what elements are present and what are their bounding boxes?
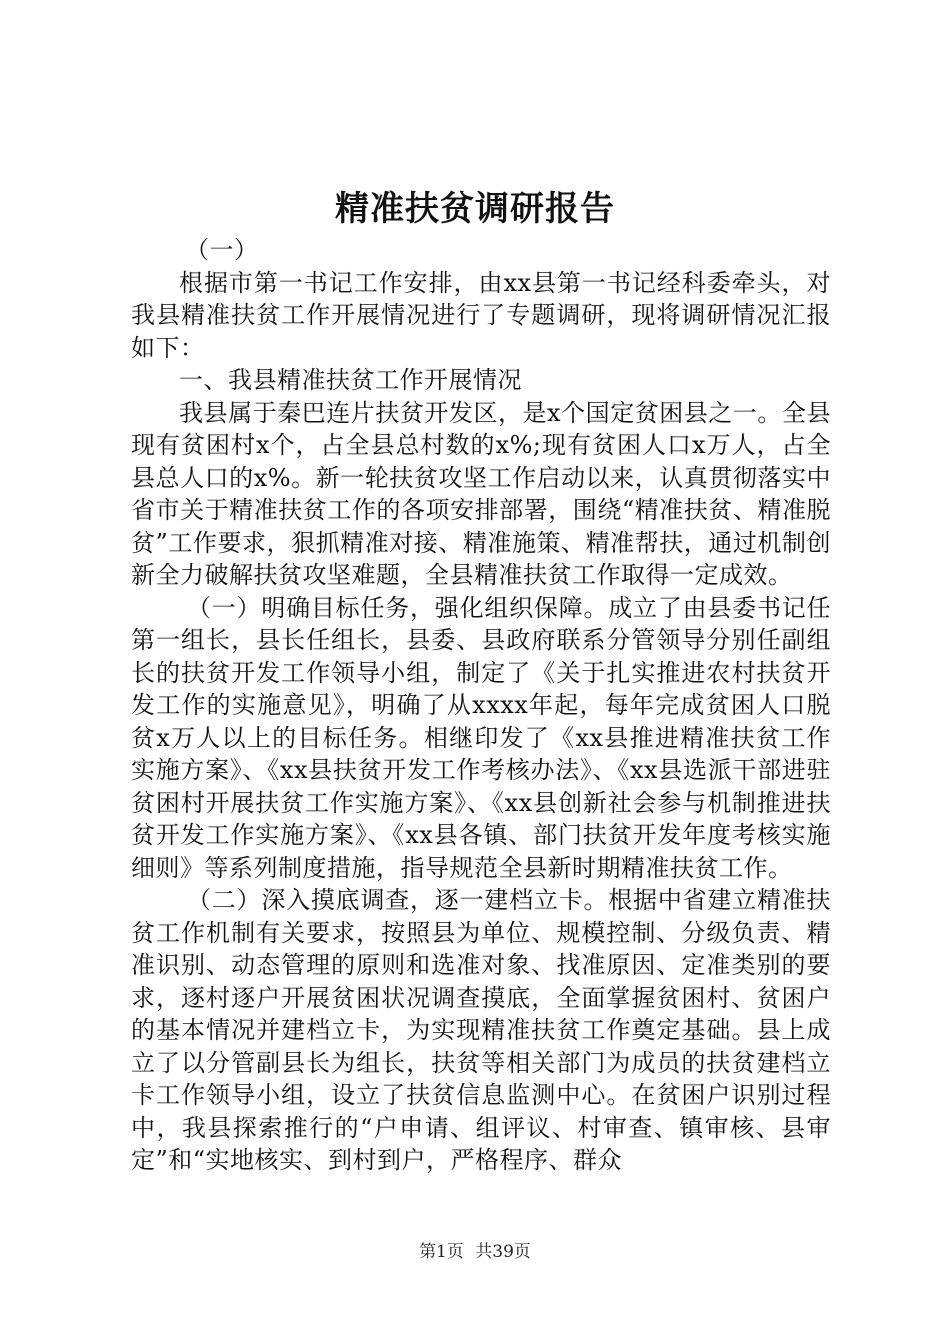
- section-label: （一）: [185, 236, 259, 264]
- section-heading: 一、我县精准扶贫工作开展情况: [179, 366, 522, 394]
- subsection-two-paragraph: （二）深入摸底调查，逐一建档立卡。根据中省建立精准扶贫工作机制有关要求，按照县为单位、规模控制、分级负责、精准识别、动态管理的原则和选准对象、找准原因、定准类别的要求，逐村逐户开展贫困状况调查摸底，全面掌握贫困村、贫困户的基本情况并建档立卡，为实现精准扶贫工作奠定基础。县上成立了以分管副县长为组长，扶贫等相关部门为成员的扶贫建档立卡工作领导小组，设立了扶贫信息监测中心。在贫困户识别过程中，我县探索推行的“户申请、组评议、村审查、镇审核、县审定”和“实地核实、到村到户，严格程序、群众: [131, 886, 831, 1174]
- page-footer: [0, 1240, 950, 1264]
- document-title: 精准扶贫调研报告: [335, 189, 615, 229]
- document-body: [131, 234, 831, 1177]
- overview-paragraph: 我县属于秦巴连片扶贫开发区，是x个国定贫困县之一。全县现有贫困村x个，占全县总村数的x%;现有贫困人口x万人，占全县总人口的x%。新一轮扶贫攻坚工作启动以来，认真贯彻落实中省市关于精准扶贫工作的各项安排部署，围绕“精准扶贫、精准脱贫”工作要求，狠抓精准对接、精准施策、精准帮扶，通过机制创新全力破解扶贫攻坚难题，全县精准扶贫工作取得一定成效。: [131, 398, 831, 589]
- subsection-one-paragraph: （一）明确目标任务，强化组织保障。成立了由县委书记任第一组长，县长任组长，县委、县政府联系分管领导分别任副组长的扶贫开发工作领导小组，制定了《关于扎实推进农村扶贫开发工作的实施意见》，明确了从xxxx年起，每年完成贫困人口脱贫x万人以上的目标任务。相继印发了《xx县推进精准扶贫工作实施方案》、《xx县扶贫开发工作考核办法》、《xx县选派干部进驻贫困村开展扶贫工作实施方案》、《xx县创新社会参与机制推进扶贫开发工作实施方案》、《xx县各镇、部门扶贫开发年度考核实施细则》等系列制度措施，指导规范全县新时期精准扶贫工作。: [131, 593, 831, 882]
- intro-paragraph: 根据市第一书记工作安排，由xx县第一书记经科委牵头，对我县精准扶贫工作开展情况进行了专题调研，现将调研情况汇报如下：: [131, 268, 831, 362]
- page-number: 第1页: [419, 1242, 464, 1262]
- page-total: 共39页: [475, 1242, 531, 1262]
